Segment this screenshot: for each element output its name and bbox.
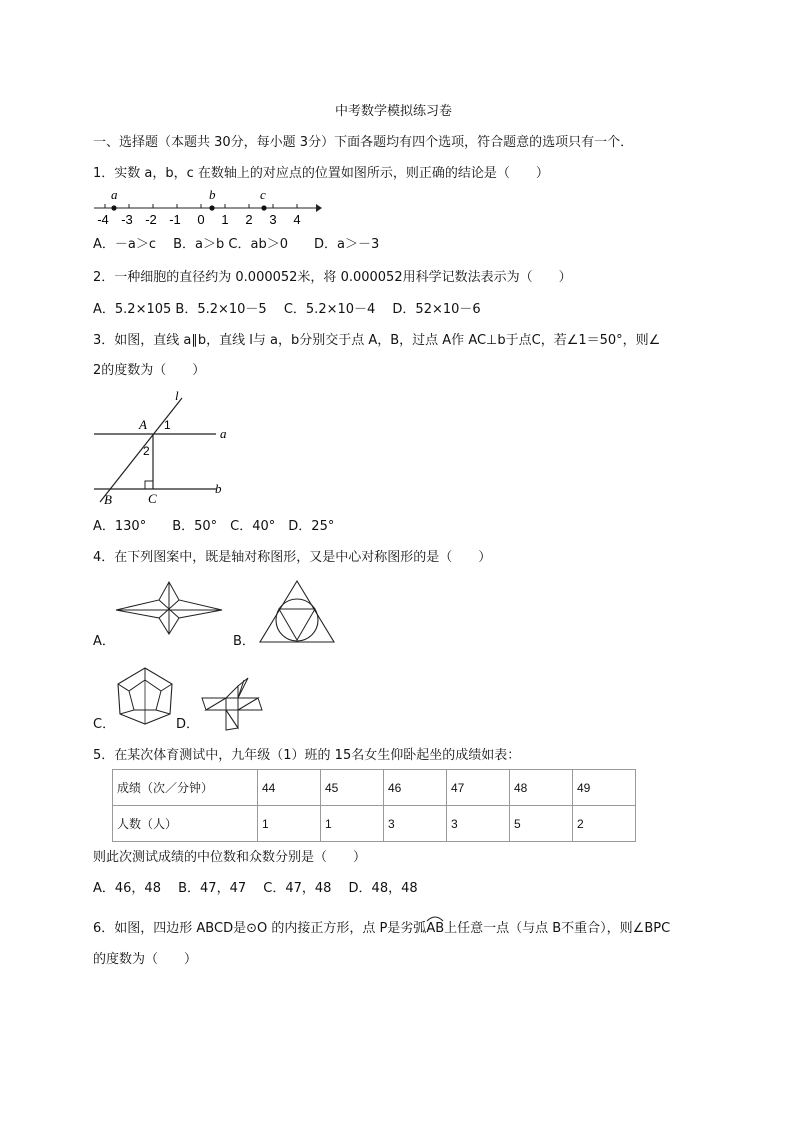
number-line-figure <box>92 186 322 228</box>
option-label-c: C． <box>93 717 116 732</box>
q5-options: A．46，48 B．47，47 C．47，48 D．48，48 <box>93 881 418 896</box>
label-a: a <box>111 187 118 202</box>
tick-label: 1 <box>221 212 229 227</box>
table-cell: 2 <box>573 806 636 842</box>
q6-stem <box>93 921 670 937</box>
q5-question: 则此次测试成绩的中位数和众数分别是（ ） <box>93 850 367 865</box>
table-cell: 5 <box>510 806 573 842</box>
table-cell: 成绩（次／分钟） <box>113 770 258 806</box>
page-title: 中考数学模拟练习卷 <box>335 104 453 119</box>
section-heading: 一、选择题（本题共 30分，每小题 3分）下面各题均有四个选项，符合题意的选项只有一个． <box>93 135 634 150</box>
table-cell: 45 <box>321 770 384 806</box>
table-cell: 3 <box>447 806 510 842</box>
q1-stem: 1．实数 a，b，c 在数轴上的对应点的位置如图所示，则正确的结论是（ ） <box>93 166 549 181</box>
point-a-dot <box>111 205 116 210</box>
tick-label: -4 <box>97 212 109 227</box>
tick-label: 2 <box>245 212 253 227</box>
tick-label: -3 <box>121 212 133 227</box>
arc-ab <box>426 921 444 937</box>
tick-label: -2 <box>145 212 157 227</box>
table-cell: 44 <box>258 770 321 806</box>
table-cell: 1 <box>258 806 321 842</box>
q1-options: A．－a＞c B．a＞b C．ab＞0 D．a＞－3 <box>93 237 380 252</box>
option-label-b: B． <box>233 634 255 649</box>
q6-line2: 的度数为（ ） <box>93 952 198 967</box>
label-A: A <box>139 417 147 432</box>
table-row <box>113 806 636 842</box>
label-line-b: b <box>215 481 222 496</box>
label-C: C <box>148 491 157 506</box>
angle-2-label: 2 <box>143 444 150 458</box>
point-b-dot <box>209 205 214 210</box>
q3-options: A．130° B．50° C．40° D．25° <box>93 519 335 534</box>
score-table <box>112 769 636 842</box>
table-cell: 人数（人） <box>113 806 258 842</box>
table-cell: 46 <box>384 770 447 806</box>
table-cell: 3 <box>384 806 447 842</box>
tick-label: 3 <box>269 212 277 227</box>
table-row <box>113 770 636 806</box>
label-line-a: a <box>220 426 227 441</box>
label-B: B <box>104 492 112 507</box>
q3-stem-line1: 3．如图，直线 a∥b，直线 l与 a，b分别交于点 A，B，过点 A作 AC⊥b于点C，若∠1＝50°，则∠ <box>93 333 661 348</box>
q6-stem-pre: 6．如图，四边形 ABCD是⊙O 的内接正方形，点 P是劣弧 <box>93 921 427 936</box>
option-label-d: D． <box>176 717 200 732</box>
tick-label: -1 <box>169 212 181 227</box>
q2-options: A．5.2×105 B．5.2×10－5 C．5.2×10－4 D．52×10－6 <box>93 302 481 317</box>
table-cell: 1 <box>321 806 384 842</box>
option-label-a: A． <box>93 634 115 649</box>
label-c: c <box>260 187 266 202</box>
label-b: b <box>209 187 216 202</box>
angle-1-label: 1 <box>164 418 171 432</box>
point-c-dot <box>261 205 266 210</box>
q2-stem: 2．一种细胞的直径约为 0.000052米，将 0.000052用科学记数法表示为（ ） <box>93 270 572 285</box>
arc-icon <box>426 914 444 922</box>
parallel-lines-figure <box>92 388 242 510</box>
table-cell: 48 <box>510 770 573 806</box>
q6-stem-post: 上任意一点（与点 B不重合），则∠BPC <box>444 921 671 936</box>
star-figure-a <box>114 580 224 636</box>
table-cell: 49 <box>573 770 636 806</box>
tick-label: 0 <box>197 212 205 227</box>
arc-label: AB <box>426 921 445 936</box>
pinwheel-figure-d <box>200 676 264 732</box>
q4-stem: 4．在下列图案中，既是轴对称图形，又是中心对称图形的是（ ） <box>93 550 492 565</box>
triangle-circle-figure-b <box>258 579 336 645</box>
label-l: l <box>175 388 179 403</box>
pentagon-figure-c <box>114 666 176 726</box>
q5-stem: 5．在某次体育测试中，九年级（1）班的 15名女生仰卧起坐的成绩如表： <box>93 748 521 763</box>
q3-stem-line2: 2的度数为（ ） <box>93 363 206 378</box>
tick-label: 4 <box>293 212 301 227</box>
table-cell: 47 <box>447 770 510 806</box>
